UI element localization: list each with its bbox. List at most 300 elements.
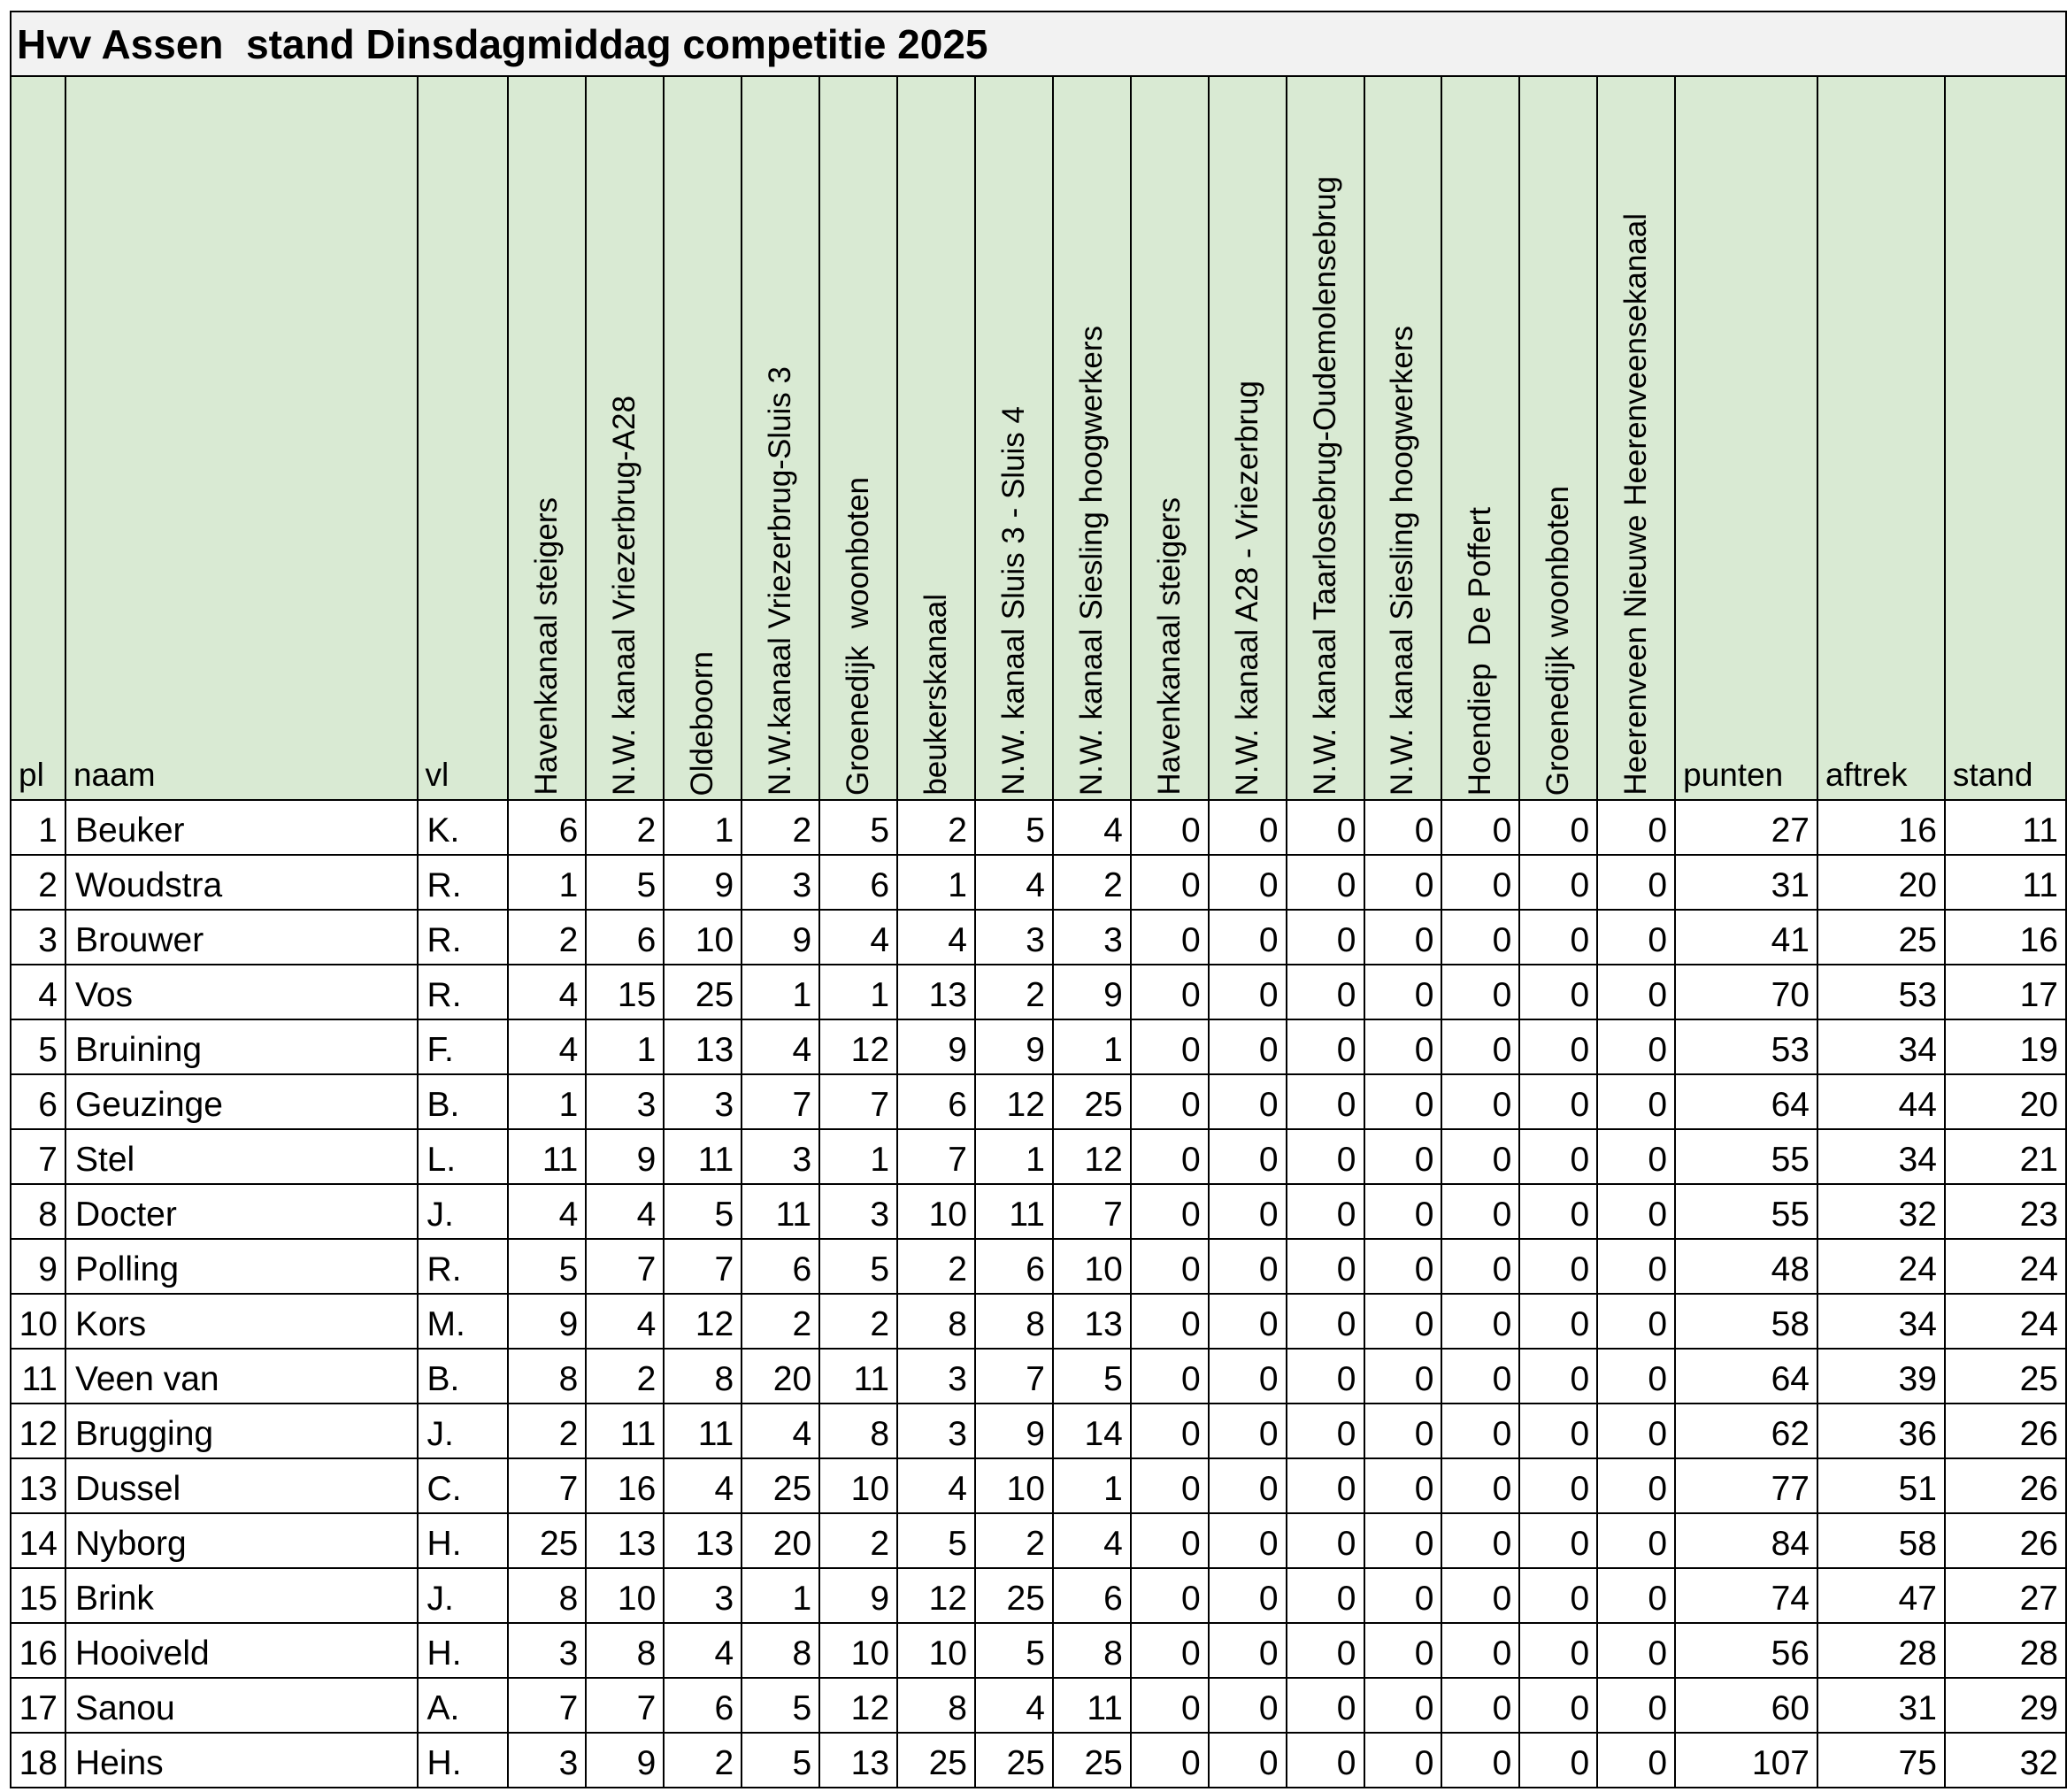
cell-score: 4 <box>975 855 1053 910</box>
cell-score: 10 <box>586 1568 664 1623</box>
table-row <box>11 1568 2066 1623</box>
cell-punten: 77 <box>1675 1458 1817 1513</box>
cell-score: 10 <box>975 1458 1053 1513</box>
cell-score: 0 <box>1209 1678 1287 1733</box>
cell-score: 13 <box>1053 1294 1131 1349</box>
cell-score: 0 <box>1364 1733 1442 1788</box>
cell-score: 2 <box>508 910 586 965</box>
cell-score: 0 <box>1597 1568 1675 1623</box>
cell-score: 20 <box>742 1349 819 1404</box>
cell-score: 0 <box>1209 910 1287 965</box>
table-row <box>11 1678 2066 1733</box>
cell-score: 5 <box>1053 1349 1131 1404</box>
column-header-row <box>11 76 2066 800</box>
cell-score: 0 <box>1131 855 1209 910</box>
cell-score: 25 <box>742 1458 819 1513</box>
cell-naam: Stel <box>65 1129 418 1184</box>
table-row <box>11 1019 2066 1074</box>
cell-score: 4 <box>897 910 975 965</box>
cell-stand: 28 <box>1945 1623 2066 1678</box>
cell-score: 2 <box>586 800 664 855</box>
cell-vl: B. <box>418 1349 509 1404</box>
cell-score: 2 <box>1053 855 1131 910</box>
cell-score: 0 <box>1131 1019 1209 1074</box>
cell-score: 25 <box>1053 1733 1131 1788</box>
cell-score: 8 <box>508 1349 586 1404</box>
cell-score: 0 <box>1597 800 1675 855</box>
cell-score: 0 <box>1131 1349 1209 1404</box>
cell-score: 0 <box>1209 965 1287 1019</box>
cell-score: 8 <box>975 1294 1053 1349</box>
table-row <box>11 1074 2066 1129</box>
cell-score: 6 <box>1053 1568 1131 1623</box>
cell-score: 0 <box>1441 1294 1519 1349</box>
cell-score: 0 <box>1441 1678 1519 1733</box>
cell-score: 0 <box>1364 965 1442 1019</box>
cell-score: 0 <box>1364 1458 1442 1513</box>
cell-score: 12 <box>975 1074 1053 1129</box>
cell-pl: 14 <box>11 1513 65 1568</box>
cell-naam: Bruining <box>65 1019 418 1074</box>
cell-naam: Heins <box>65 1733 418 1788</box>
table-row <box>11 855 2066 910</box>
cell-naam: Geuzinge <box>65 1074 418 1129</box>
cell-punten: 62 <box>1675 1404 1817 1458</box>
table-row <box>11 1349 2066 1404</box>
cell-score: 3 <box>508 1623 586 1678</box>
cell-score: 2 <box>819 1513 897 1568</box>
column-header-match <box>1597 76 1675 800</box>
cell-punten: 107 <box>1675 1733 1817 1788</box>
cell-score: 0 <box>1597 1349 1675 1404</box>
cell-vl: A. <box>418 1678 509 1733</box>
cell-punten: 27 <box>1675 800 1817 855</box>
column-header-match <box>586 76 664 800</box>
cell-stand: 11 <box>1945 855 2066 910</box>
cell-score: 12 <box>664 1294 742 1349</box>
cell-punten: 70 <box>1675 965 1817 1019</box>
column-header-match <box>1053 76 1131 800</box>
table-row <box>11 1239 2066 1294</box>
cell-score: 0 <box>1364 910 1442 965</box>
cell-punten: 56 <box>1675 1623 1817 1678</box>
cell-vl: J. <box>418 1404 509 1458</box>
cell-punten: 64 <box>1675 1349 1817 1404</box>
cell-score: 5 <box>975 1623 1053 1678</box>
cell-score: 1 <box>742 965 819 1019</box>
cell-score: 0 <box>1597 1513 1675 1568</box>
cell-vl: F. <box>418 1019 509 1074</box>
cell-punten: 58 <box>1675 1294 1817 1349</box>
cell-score: 8 <box>508 1568 586 1623</box>
cell-score: 9 <box>819 1568 897 1623</box>
cell-score: 6 <box>664 1678 742 1733</box>
cell-aftrek: 58 <box>1817 1513 1945 1568</box>
cell-pl: 11 <box>11 1349 65 1404</box>
cell-score: 5 <box>664 1184 742 1239</box>
cell-score: 2 <box>586 1349 664 1404</box>
column-header-match-label: Havenkanaal steigers <box>1151 497 1187 796</box>
cell-aftrek: 28 <box>1817 1623 1945 1678</box>
cell-vl: H. <box>418 1623 509 1678</box>
cell-score: 0 <box>1131 1239 1209 1294</box>
cell-pl: 6 <box>11 1074 65 1129</box>
cell-aftrek: 34 <box>1817 1294 1945 1349</box>
cell-aftrek: 24 <box>1817 1239 1945 1294</box>
cell-punten: 55 <box>1675 1184 1817 1239</box>
cell-score: 0 <box>1519 1239 1597 1294</box>
cell-score: 7 <box>586 1678 664 1733</box>
cell-score: 12 <box>1053 1129 1131 1184</box>
cell-naam: Vos <box>65 965 418 1019</box>
cell-score: 0 <box>1131 1733 1209 1788</box>
cell-pl: 12 <box>11 1404 65 1458</box>
cell-punten: 74 <box>1675 1568 1817 1623</box>
cell-score: 0 <box>1287 800 1364 855</box>
column-header-pl: pl <box>11 76 65 800</box>
cell-score: 5 <box>975 800 1053 855</box>
cell-score: 0 <box>1519 1074 1597 1129</box>
cell-score: 4 <box>819 910 897 965</box>
cell-score: 8 <box>1053 1623 1131 1678</box>
cell-stand: 32 <box>1945 1733 2066 1788</box>
cell-score: 0 <box>1441 855 1519 910</box>
cell-score: 0 <box>1519 855 1597 910</box>
cell-score: 10 <box>897 1623 975 1678</box>
cell-score: 0 <box>1287 1678 1364 1733</box>
cell-score: 25 <box>1053 1074 1131 1129</box>
cell-score: 4 <box>508 1184 586 1239</box>
cell-aftrek: 44 <box>1817 1074 1945 1129</box>
cell-vl: M. <box>418 1294 509 1349</box>
cell-score: 0 <box>1287 1019 1364 1074</box>
cell-score: 0 <box>1519 965 1597 1019</box>
cell-score: 0 <box>1597 1019 1675 1074</box>
cell-score: 13 <box>897 965 975 1019</box>
cell-score: 0 <box>1519 1678 1597 1733</box>
cell-score: 13 <box>586 1513 664 1568</box>
cell-score: 9 <box>897 1019 975 1074</box>
cell-score: 15 <box>586 965 664 1019</box>
cell-score: 0 <box>1597 1678 1675 1733</box>
cell-score: 4 <box>742 1019 819 1074</box>
cell-vl: R. <box>418 965 509 1019</box>
table-row <box>11 1623 2066 1678</box>
cell-score: 0 <box>1364 800 1442 855</box>
cell-score: 3 <box>586 1074 664 1129</box>
cell-vl: R. <box>418 1239 509 1294</box>
cell-score: 7 <box>742 1074 819 1129</box>
cell-score: 0 <box>1441 1623 1519 1678</box>
cell-stand: 19 <box>1945 1019 2066 1074</box>
cell-pl: 18 <box>11 1733 65 1788</box>
cell-score: 0 <box>1364 1129 1442 1184</box>
cell-score: 16 <box>586 1458 664 1513</box>
cell-score: 0 <box>1519 1019 1597 1074</box>
cell-score: 11 <box>1053 1678 1131 1733</box>
column-header-match-label: Groenedijk woonboten <box>1541 485 1576 796</box>
cell-score: 0 <box>1209 1349 1287 1404</box>
cell-naam: Dussel <box>65 1458 418 1513</box>
cell-score: 0 <box>1209 1568 1287 1623</box>
cell-naam: Docter <box>65 1184 418 1239</box>
cell-aftrek: 34 <box>1817 1129 1945 1184</box>
cell-naam: Kors <box>65 1294 418 1349</box>
column-header-match-label: Oldeboorn <box>685 650 720 796</box>
cell-pl: 10 <box>11 1294 65 1349</box>
cell-punten: 64 <box>1675 1074 1817 1129</box>
cell-score: 0 <box>1519 1294 1597 1349</box>
table-row <box>11 1733 2066 1788</box>
cell-score: 9 <box>586 1129 664 1184</box>
column-header-naam: naam <box>65 76 418 800</box>
cell-vl: K. <box>418 800 509 855</box>
cell-score: 3 <box>742 855 819 910</box>
sheet-title: Hvv Assen stand Dinsdagmiddag competitie 2025 <box>11 12 2066 76</box>
cell-score: 0 <box>1131 1513 1209 1568</box>
cell-score: 0 <box>1209 1294 1287 1349</box>
cell-aftrek: 16 <box>1817 800 1945 855</box>
cell-score: 0 <box>1287 1239 1364 1294</box>
cell-score: 0 <box>1287 1129 1364 1184</box>
cell-aftrek: 51 <box>1817 1458 1945 1513</box>
cell-score: 0 <box>1597 910 1675 965</box>
cell-score: 0 <box>1131 1404 1209 1458</box>
cell-score: 1 <box>1053 1458 1131 1513</box>
cell-score: 0 <box>1364 1294 1442 1349</box>
cell-score: 0 <box>1287 1349 1364 1404</box>
cell-stand: 21 <box>1945 1129 2066 1184</box>
column-header-match <box>664 76 742 800</box>
cell-score: 0 <box>1131 1458 1209 1513</box>
cell-score: 1 <box>897 855 975 910</box>
cell-pl: 7 <box>11 1129 65 1184</box>
cell-pl: 9 <box>11 1239 65 1294</box>
cell-aftrek: 32 <box>1817 1184 1945 1239</box>
cell-vl: C. <box>418 1458 509 1513</box>
cell-score: 3 <box>897 1349 975 1404</box>
cell-score: 7 <box>508 1458 586 1513</box>
cell-score: 5 <box>819 1239 897 1294</box>
cell-score: 0 <box>1519 1623 1597 1678</box>
cell-stand: 20 <box>1945 1074 2066 1129</box>
column-header-match <box>742 76 819 800</box>
cell-pl: 5 <box>11 1019 65 1074</box>
column-header-match <box>508 76 586 800</box>
cell-score: 6 <box>586 910 664 965</box>
cell-score: 0 <box>1131 1129 1209 1184</box>
cell-score: 12 <box>897 1568 975 1623</box>
cell-score: 5 <box>586 855 664 910</box>
cell-score: 0 <box>1519 1458 1597 1513</box>
cell-punten: 48 <box>1675 1239 1817 1294</box>
cell-score: 0 <box>1131 1294 1209 1349</box>
cell-score: 4 <box>1053 1513 1131 1568</box>
cell-aftrek: 39 <box>1817 1349 1945 1404</box>
cell-stand: 29 <box>1945 1678 2066 1733</box>
cell-score: 2 <box>664 1733 742 1788</box>
cell-score: 0 <box>1441 1568 1519 1623</box>
cell-score: 13 <box>664 1513 742 1568</box>
cell-score: 0 <box>1131 965 1209 1019</box>
cell-score: 0 <box>1441 1074 1519 1129</box>
cell-stand: 25 <box>1945 1349 2066 1404</box>
cell-score: 4 <box>664 1623 742 1678</box>
cell-score: 11 <box>975 1184 1053 1239</box>
cell-score: 0 <box>1441 800 1519 855</box>
cell-pl: 3 <box>11 910 65 965</box>
cell-score: 9 <box>508 1294 586 1349</box>
column-header-match-label: Heerenveen Nieuwe Heerenveensekanaal <box>1618 213 1654 796</box>
cell-aftrek: 31 <box>1817 1678 1945 1733</box>
cell-score: 12 <box>819 1678 897 1733</box>
cell-pl: 16 <box>11 1623 65 1678</box>
cell-score: 0 <box>1287 1404 1364 1458</box>
cell-aftrek: 36 <box>1817 1404 1945 1458</box>
cell-vl: J. <box>418 1568 509 1623</box>
cell-score: 0 <box>1131 1184 1209 1239</box>
cell-score: 11 <box>819 1349 897 1404</box>
cell-score: 7 <box>819 1074 897 1129</box>
cell-naam: Beuker <box>65 800 418 855</box>
cell-score: 4 <box>897 1458 975 1513</box>
standings-table <box>10 11 2067 1788</box>
cell-score: 7 <box>897 1129 975 1184</box>
table-row <box>11 1129 2066 1184</box>
cell-score: 11 <box>586 1404 664 1458</box>
cell-score: 5 <box>742 1678 819 1733</box>
cell-vl: L. <box>418 1129 509 1184</box>
cell-stand: 26 <box>1945 1404 2066 1458</box>
cell-score: 0 <box>1519 1184 1597 1239</box>
column-header-match-label: N.W. kanaal Sluis 3 - Sluis 4 <box>995 406 1031 796</box>
cell-score: 6 <box>975 1239 1053 1294</box>
cell-score: 0 <box>1597 1239 1675 1294</box>
cell-score: 3 <box>508 1733 586 1788</box>
cell-pl: 17 <box>11 1678 65 1733</box>
cell-aftrek: 34 <box>1817 1019 1945 1074</box>
cell-score: 0 <box>1441 1129 1519 1184</box>
cell-score: 0 <box>1287 1733 1364 1788</box>
cell-score: 2 <box>897 1239 975 1294</box>
cell-score: 7 <box>975 1349 1053 1404</box>
cell-stand: 24 <box>1945 1294 2066 1349</box>
cell-score: 2 <box>975 1513 1053 1568</box>
cell-score: 4 <box>664 1458 742 1513</box>
column-header-vl: vl <box>418 76 509 800</box>
cell-naam: Veen van <box>65 1349 418 1404</box>
cell-score: 4 <box>1053 800 1131 855</box>
cell-score: 0 <box>1597 1458 1675 1513</box>
cell-score: 4 <box>975 1678 1053 1733</box>
column-header-punten: punten <box>1675 76 1817 800</box>
cell-score: 4 <box>508 965 586 1019</box>
column-header-match-label: N.W.kanaal Vriezerbrug-Sluis 3 <box>763 365 798 796</box>
cell-score: 1 <box>664 800 742 855</box>
cell-score: 5 <box>819 800 897 855</box>
cell-punten: 55 <box>1675 1129 1817 1184</box>
cell-score: 0 <box>1209 1019 1287 1074</box>
cell-score: 1 <box>1053 1019 1131 1074</box>
cell-vl: J. <box>418 1184 509 1239</box>
cell-score: 10 <box>819 1458 897 1513</box>
column-header-match-label: N.W. kanaal Siesling hoogwerkers <box>1385 325 1420 796</box>
cell-score: 0 <box>1597 855 1675 910</box>
cell-score: 9 <box>742 910 819 965</box>
cell-score: 8 <box>664 1349 742 1404</box>
cell-score: 3 <box>975 910 1053 965</box>
table-row <box>11 1458 2066 1513</box>
cell-score: 0 <box>1441 1239 1519 1294</box>
cell-score: 11 <box>742 1184 819 1239</box>
cell-aftrek: 47 <box>1817 1568 1945 1623</box>
column-header-match <box>1441 76 1519 800</box>
cell-punten: 84 <box>1675 1513 1817 1568</box>
cell-score: 0 <box>1287 855 1364 910</box>
table-row <box>11 965 2066 1019</box>
column-header-match <box>1364 76 1442 800</box>
cell-score: 13 <box>664 1019 742 1074</box>
column-header-match <box>975 76 1053 800</box>
column-header-match <box>1287 76 1364 800</box>
cell-score: 9 <box>664 855 742 910</box>
table-row <box>11 1184 2066 1239</box>
cell-pl: 8 <box>11 1184 65 1239</box>
cell-score: 0 <box>1364 1513 1442 1568</box>
cell-naam: Sanou <box>65 1678 418 1733</box>
cell-score: 0 <box>1364 1623 1442 1678</box>
cell-score: 11 <box>664 1129 742 1184</box>
table-row <box>11 800 2066 855</box>
cell-score: 0 <box>1519 910 1597 965</box>
cell-score: 5 <box>508 1239 586 1294</box>
cell-score: 0 <box>1519 1733 1597 1788</box>
cell-naam: Brouwer <box>65 910 418 965</box>
cell-score: 7 <box>586 1239 664 1294</box>
cell-score: 0 <box>1131 910 1209 965</box>
cell-stand: 26 <box>1945 1513 2066 1568</box>
cell-score: 0 <box>1364 1568 1442 1623</box>
cell-pl: 1 <box>11 800 65 855</box>
cell-pl: 4 <box>11 965 65 1019</box>
cell-score: 8 <box>586 1623 664 1678</box>
cell-score: 0 <box>1287 1184 1364 1239</box>
cell-score: 0 <box>1131 1623 1209 1678</box>
cell-stand: 17 <box>1945 965 2066 1019</box>
cell-score: 1 <box>508 1074 586 1129</box>
cell-score: 25 <box>975 1568 1053 1623</box>
cell-score: 0 <box>1597 965 1675 1019</box>
table-row <box>11 1513 2066 1568</box>
standings-sheet <box>10 11 2067 1788</box>
cell-vl: B. <box>418 1074 509 1129</box>
cell-naam: Brink <box>65 1568 418 1623</box>
cell-score: 0 <box>1519 1404 1597 1458</box>
cell-score: 0 <box>1209 855 1287 910</box>
cell-score: 0 <box>1364 1184 1442 1239</box>
cell-score: 25 <box>975 1733 1053 1788</box>
column-header-match-label: N.W. kanaal Vriezerbrug-A28 <box>607 396 642 796</box>
cell-score: 4 <box>508 1019 586 1074</box>
cell-score: 5 <box>742 1733 819 1788</box>
cell-score: 0 <box>1209 1513 1287 1568</box>
cell-score: 10 <box>664 910 742 965</box>
column-header-match <box>819 76 897 800</box>
cell-punten: 53 <box>1675 1019 1817 1074</box>
cell-vl: H. <box>418 1733 509 1788</box>
cell-stand: 23 <box>1945 1184 2066 1239</box>
column-header-stand: stand <box>1945 76 2066 800</box>
